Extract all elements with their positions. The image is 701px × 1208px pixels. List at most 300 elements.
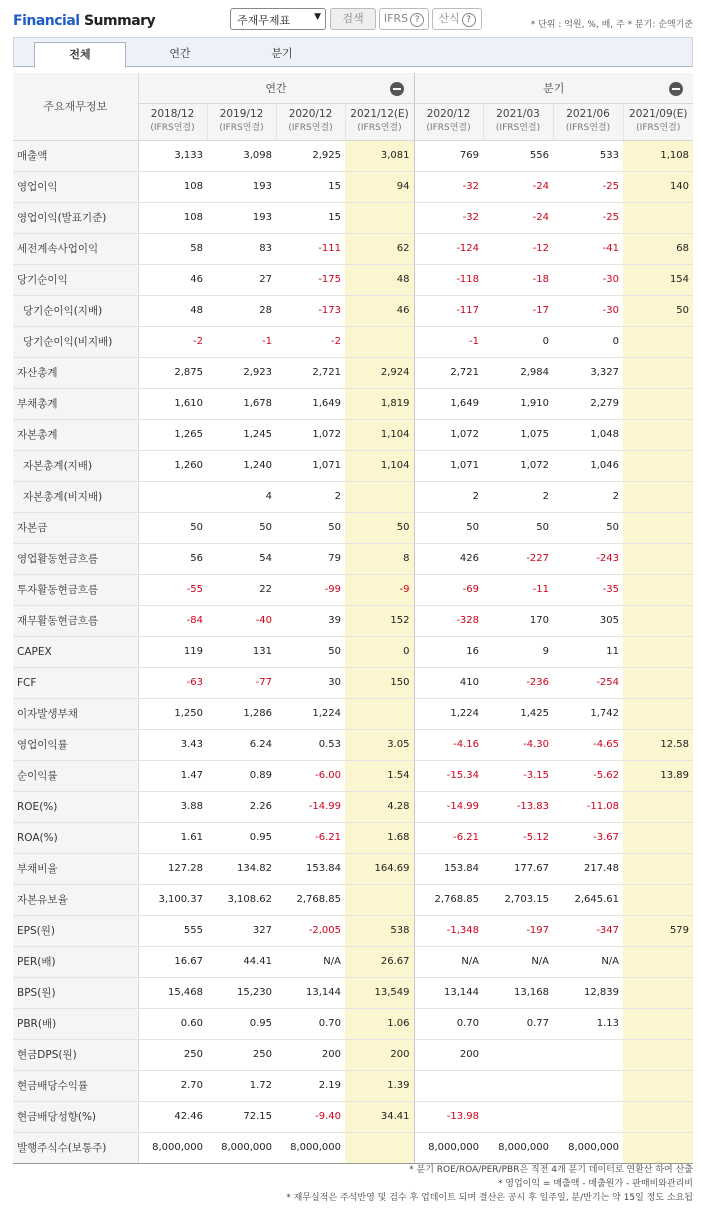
table-cell: 1,910 <box>483 388 553 419</box>
group-quarter-header <box>414 73 693 103</box>
table-cell: 108 <box>138 171 207 202</box>
row-label: 현금DPS(원) <box>13 1039 138 1070</box>
table-cell: 3,133 <box>138 140 207 171</box>
row-label: 부채총계 <box>13 388 138 419</box>
table-cell: 193 <box>207 171 276 202</box>
table-row <box>13 1101 693 1132</box>
ifrs-help-button[interactable] <box>379 8 429 30</box>
column-basis: (IFRS연결) <box>636 123 681 133</box>
table-cell: -243 <box>553 543 623 574</box>
table-cell: -25 <box>553 202 623 233</box>
table-cell: 1,072 <box>483 450 553 481</box>
table-cell: -30 <box>553 295 623 326</box>
table-cell <box>345 884 414 915</box>
table-cell <box>553 1039 623 1070</box>
table-cell: 13,144 <box>276 977 345 1008</box>
table-cell: 13,549 <box>345 977 414 1008</box>
formula-label: 산식 <box>438 12 460 25</box>
table-cell: -2 <box>276 326 345 357</box>
row-label: PBR(배) <box>13 1008 138 1039</box>
table-cell: 8 <box>345 543 414 574</box>
search-button[interactable]: 검색 <box>330 8 376 30</box>
row-label: 영업활동현금흐름 <box>13 543 138 574</box>
table-row <box>13 543 693 574</box>
table-cell: 2 <box>483 481 553 512</box>
table-cell <box>623 791 693 822</box>
table-cell: 2.70 <box>138 1070 207 1101</box>
table-cell: 0.53 <box>276 729 345 760</box>
column-header <box>483 103 553 140</box>
table-cell: 68 <box>623 233 693 264</box>
table-row <box>13 853 693 884</box>
table-cell: 1,649 <box>414 388 483 419</box>
row-label: 투자활동현금흐름 <box>13 574 138 605</box>
column-basis: (IFRS연결) <box>565 123 611 133</box>
table-cell: 170 <box>483 605 553 636</box>
table-cell: 42.46 <box>138 1101 207 1132</box>
table-cell: -15.34 <box>414 760 483 791</box>
chevron-down-icon: ▼ <box>314 12 321 22</box>
table-cell: -24 <box>483 202 553 233</box>
table-cell: -30 <box>553 264 623 295</box>
table-cell: 1,075 <box>483 419 553 450</box>
table-row <box>13 791 693 822</box>
table-cell: 22 <box>207 574 276 605</box>
table-cell: 0 <box>483 326 553 357</box>
ifrs-label: IFRS <box>383 12 409 25</box>
row-label: 당기순이익(비지배) <box>13 326 138 357</box>
table-cell: -12 <box>483 233 553 264</box>
column-header <box>207 103 276 140</box>
column-period: 2021/12(E) <box>350 108 409 120</box>
table-cell <box>483 1070 553 1101</box>
table-row <box>13 977 693 1008</box>
table-cell: 1,265 <box>138 419 207 450</box>
table-cell <box>623 853 693 884</box>
table-cell: 2,875 <box>138 357 207 388</box>
table-row <box>13 946 693 977</box>
row-label: 자본총계(비지배) <box>13 481 138 512</box>
table-cell: 1,224 <box>414 698 483 729</box>
collapse-annual-icon[interactable] <box>390 82 404 96</box>
table-cell: 1.72 <box>207 1070 276 1101</box>
column-header <box>623 103 693 140</box>
table-cell <box>623 884 693 915</box>
row-label: 영업이익(발표기준) <box>13 202 138 233</box>
table-cell <box>623 202 693 233</box>
row-label: 자본금 <box>13 512 138 543</box>
table-cell: 0.95 <box>207 1008 276 1039</box>
column-basis: (IFRS연결) <box>219 123 264 133</box>
row-label: PER(배) <box>13 946 138 977</box>
footnote: * 영업이익 = 매출액 - 매출원가 - 판매비와관리비 <box>497 1179 693 1189</box>
table-cell: 48 <box>345 264 414 295</box>
table-cell: 15 <box>276 171 345 202</box>
table-cell: 200 <box>276 1039 345 1070</box>
table-row <box>13 760 693 791</box>
table-row <box>13 326 693 357</box>
row-label: 자본총계 <box>13 419 138 450</box>
table-cell: 13,168 <box>483 977 553 1008</box>
table-cell: 1.13 <box>553 1008 623 1039</box>
table-cell: -124 <box>414 233 483 264</box>
table-cell: 200 <box>345 1039 414 1070</box>
tab-annual[interactable]: 연간 <box>169 47 191 60</box>
table-cell <box>345 698 414 729</box>
table-cell: 1,678 <box>207 388 276 419</box>
table-cell: N/A <box>276 946 345 977</box>
column-header <box>553 103 623 140</box>
table-cell: 50 <box>623 295 693 326</box>
column-period: 2021/09(E) <box>629 108 688 120</box>
table-row <box>13 233 693 264</box>
table-cell: 30 <box>276 667 345 698</box>
table-cell: 1,071 <box>414 450 483 481</box>
row-label: 재무활동현금흐름 <box>13 605 138 636</box>
table-cell: 2,925 <box>276 140 345 171</box>
table-cell <box>623 1101 693 1132</box>
table-cell: 1,072 <box>276 419 345 450</box>
table-cell: 217.48 <box>553 853 623 884</box>
table-row <box>13 264 693 295</box>
table-cell <box>623 946 693 977</box>
table-cell: -347 <box>553 915 623 946</box>
table-cell: 1.61 <box>138 822 207 853</box>
table-cell: 15,468 <box>138 977 207 1008</box>
table-cell: -35 <box>553 574 623 605</box>
table-cell: -11.08 <box>553 791 623 822</box>
table-cell <box>623 667 693 698</box>
table-cell: 1,649 <box>276 388 345 419</box>
table-cell: 2,279 <box>553 388 623 419</box>
table-cell: 1,425 <box>483 698 553 729</box>
table-cell <box>623 1070 693 1101</box>
table-cell: 153.84 <box>276 853 345 884</box>
row-label: 현금배당성향(%) <box>13 1101 138 1132</box>
table-cell: 579 <box>623 915 693 946</box>
group-annual-header <box>138 73 414 103</box>
table-cell: -9.40 <box>276 1101 345 1132</box>
table-cell: 1.39 <box>345 1070 414 1101</box>
formula-help-button[interactable] <box>432 8 482 30</box>
row-label: 자본총계(지배) <box>13 450 138 481</box>
table-cell <box>623 419 693 450</box>
table-row <box>13 1132 693 1163</box>
table-cell: 2,721 <box>414 357 483 388</box>
help-icon: ? <box>462 13 476 27</box>
table-cell: 0.77 <box>483 1008 553 1039</box>
table-cell: 1,240 <box>207 450 276 481</box>
table-row <box>13 202 693 233</box>
table-cell: 39 <box>276 605 345 636</box>
table-row <box>13 388 693 419</box>
table-row <box>13 450 693 481</box>
tab-bar <box>13 37 693 67</box>
column-header <box>138 103 207 140</box>
table-cell <box>623 698 693 729</box>
table-cell: 8,000,000 <box>414 1132 483 1163</box>
table-cell <box>345 326 414 357</box>
table-cell: 11 <box>553 636 623 667</box>
row-label: ROA(%) <box>13 822 138 853</box>
table-cell: 16 <box>414 636 483 667</box>
table-cell: 1,742 <box>553 698 623 729</box>
select-value: 주재무제표 <box>237 14 291 27</box>
table-cell: -2,005 <box>276 915 345 946</box>
table-cell: 3,327 <box>553 357 623 388</box>
table-cell: 1,819 <box>345 388 414 419</box>
table-cell: 1,104 <box>345 450 414 481</box>
footnotes <box>286 1163 693 1205</box>
table-cell <box>623 1039 693 1070</box>
table-cell: 1,286 <box>207 698 276 729</box>
table-cell: 1,072 <box>414 419 483 450</box>
table-cell: 2,721 <box>276 357 345 388</box>
table-cell: 8,000,000 <box>276 1132 345 1163</box>
table-cell: -328 <box>414 605 483 636</box>
table-cell <box>138 481 207 512</box>
table-cell <box>623 512 693 543</box>
row-label: 이자발생부채 <box>13 698 138 729</box>
table-cell: 50 <box>276 512 345 543</box>
table-cell: 1,108 <box>623 140 693 171</box>
table-cell: 62 <box>345 233 414 264</box>
table-cell: 8,000,000 <box>138 1132 207 1163</box>
statement-type-select[interactable] <box>230 8 326 30</box>
table-cell: 13,144 <box>414 977 483 1008</box>
table-cell: 410 <box>414 667 483 698</box>
table-cell: -9 <box>345 574 414 605</box>
table-cell <box>553 1101 623 1132</box>
row-label: 당기순이익 <box>13 264 138 295</box>
row-label: 순이익률 <box>13 760 138 791</box>
column-basis: (IFRS연결) <box>357 123 402 133</box>
table-cell: -4.16 <box>414 729 483 760</box>
table-cell: -25 <box>553 171 623 202</box>
footnote: * 분기 ROE/ROA/PER/PBR은 직전 4개 분기 데이터로 연환산 하여 산출 <box>409 1165 693 1175</box>
financial-summary-table <box>13 73 693 1164</box>
table-cell: 2,703.15 <box>483 884 553 915</box>
table-cell: 164.69 <box>345 853 414 884</box>
table-cell: -1 <box>207 326 276 357</box>
group-quarter-label: 분기 <box>543 81 565 95</box>
table-cell: 1,260 <box>138 450 207 481</box>
row-label: 세전계속사업이익 <box>13 233 138 264</box>
table-cell: 2,924 <box>345 357 414 388</box>
row-label: BPS(원) <box>13 977 138 1008</box>
table-cell: -18 <box>483 264 553 295</box>
table-cell: 54 <box>207 543 276 574</box>
collapse-quarter-icon[interactable] <box>669 82 683 96</box>
column-period: 2021/03 <box>496 108 540 120</box>
table-cell: 2,923 <box>207 357 276 388</box>
table-cell: 127.28 <box>138 853 207 884</box>
table-cell: -32 <box>414 171 483 202</box>
table-cell: 58 <box>138 233 207 264</box>
column-header <box>345 103 414 140</box>
table-cell: 16.67 <box>138 946 207 977</box>
table-cell: 1,250 <box>138 698 207 729</box>
table-cell: 50 <box>276 636 345 667</box>
table-cell <box>553 1070 623 1101</box>
table-cell: -6.21 <box>414 822 483 853</box>
table-cell: 0.95 <box>207 822 276 853</box>
column-period: 2021/06 <box>566 108 610 120</box>
table-cell: 177.67 <box>483 853 553 884</box>
table-cell: -32 <box>414 202 483 233</box>
table-cell: 12.58 <box>623 729 693 760</box>
table-cell: -4.65 <box>553 729 623 760</box>
row-label: ROE(%) <box>13 791 138 822</box>
table-cell: 0.60 <box>138 1008 207 1039</box>
table-cell: 2 <box>276 481 345 512</box>
table-cell: 2,645.61 <box>553 884 623 915</box>
table-cell: 44.41 <box>207 946 276 977</box>
table-row <box>13 729 693 760</box>
row-label: 발행주식수(보통주) <box>13 1132 138 1163</box>
table-cell: 3,081 <box>345 140 414 171</box>
table-cell: -118 <box>414 264 483 295</box>
table-cell: 3.88 <box>138 791 207 822</box>
table-cell: 72.15 <box>207 1101 276 1132</box>
table-cell: 8,000,000 <box>207 1132 276 1163</box>
table-cell: 0 <box>553 326 623 357</box>
table-cell: 250 <box>138 1039 207 1070</box>
table-cell: 152 <box>345 605 414 636</box>
column-period: 2020/12 <box>426 108 471 120</box>
row-label: 부채비율 <box>13 853 138 884</box>
table-cell: 556 <box>483 140 553 171</box>
table-cell: 46 <box>345 295 414 326</box>
table-cell: 34.41 <box>345 1101 414 1132</box>
table-cell: -227 <box>483 543 553 574</box>
table-cell: 250 <box>207 1039 276 1070</box>
table-cell: 0.70 <box>414 1008 483 1039</box>
table-cell <box>623 636 693 667</box>
table-cell <box>623 543 693 574</box>
table-cell: -40 <box>207 605 276 636</box>
table-cell: -6.21 <box>276 822 345 853</box>
tab-quarterly[interactable]: 분기 <box>271 47 293 60</box>
table-cell: 1.06 <box>345 1008 414 1039</box>
table-cell: 3,100.37 <box>138 884 207 915</box>
row-label: 자산총계 <box>13 357 138 388</box>
table-cell: 28 <box>207 295 276 326</box>
table-cell: 0.89 <box>207 760 276 791</box>
table-cell: 26.67 <box>345 946 414 977</box>
table-cell: -236 <box>483 667 553 698</box>
column-basis: (IFRS연결) <box>288 123 333 133</box>
table-cell: 48 <box>138 295 207 326</box>
table-cell: 50 <box>345 512 414 543</box>
table-cell: -197 <box>483 915 553 946</box>
table-cell: 46 <box>138 264 207 295</box>
table-cell: -254 <box>553 667 623 698</box>
table-cell <box>483 1039 553 1070</box>
table-cell <box>345 1132 414 1163</box>
corner-label: 주요재무정보 <box>13 73 138 140</box>
table-row <box>13 915 693 946</box>
table-cell <box>345 202 414 233</box>
row-label: 영업이익 <box>13 171 138 202</box>
table-row <box>13 171 693 202</box>
table-cell: 1,610 <box>138 388 207 419</box>
table-cell: N/A <box>553 946 623 977</box>
table-cell <box>483 1101 553 1132</box>
table-cell: -117 <box>414 295 483 326</box>
table-cell: 140 <box>623 171 693 202</box>
table-cell: 119 <box>138 636 207 667</box>
table-cell: 2,984 <box>483 357 553 388</box>
table-cell: 0 <box>345 636 414 667</box>
table-cell: 79 <box>276 543 345 574</box>
table-cell: 1,104 <box>345 419 414 450</box>
table-cell: 27 <box>207 264 276 295</box>
table-cell <box>623 388 693 419</box>
table-cell: 193 <box>207 202 276 233</box>
table-cell <box>623 326 693 357</box>
page-title <box>13 13 155 29</box>
table-cell: -77 <box>207 667 276 698</box>
table-row <box>13 884 693 915</box>
table-cell: -5.12 <box>483 822 553 853</box>
table-cell: -6.00 <box>276 760 345 791</box>
table-cell: 1,048 <box>553 419 623 450</box>
table-cell: 2.19 <box>276 1070 345 1101</box>
table-cell: 1,245 <box>207 419 276 450</box>
table-cell: -24 <box>483 171 553 202</box>
table-cell: -173 <box>276 295 345 326</box>
table-cell: -63 <box>138 667 207 698</box>
table-cell: -41 <box>553 233 623 264</box>
table-cell <box>623 481 693 512</box>
table-cell: 2 <box>553 481 623 512</box>
table-cell: 327 <box>207 915 276 946</box>
table-row <box>13 419 693 450</box>
column-basis: (IFRS연결) <box>426 123 471 133</box>
table-cell: N/A <box>414 946 483 977</box>
table-cell: -4.30 <box>483 729 553 760</box>
table-cell: 94 <box>345 171 414 202</box>
table-cell <box>623 605 693 636</box>
table-cell: 3.43 <box>138 729 207 760</box>
tab-all[interactable]: 전체 <box>34 42 126 68</box>
row-label: 영업이익률 <box>13 729 138 760</box>
row-label: 당기순이익(지배) <box>13 295 138 326</box>
table-cell: 8,000,000 <box>483 1132 553 1163</box>
table-cell: -17 <box>483 295 553 326</box>
table-cell <box>623 1132 693 1163</box>
table-cell: 1,224 <box>276 698 345 729</box>
table-row <box>13 481 693 512</box>
column-basis: (IFRS연결) <box>150 123 195 133</box>
table-row <box>13 698 693 729</box>
row-label: FCF <box>13 667 138 698</box>
table-cell: 769 <box>414 140 483 171</box>
table-cell: 131 <box>207 636 276 667</box>
table-cell: 8,000,000 <box>553 1132 623 1163</box>
table-cell: -1,348 <box>414 915 483 946</box>
table-cell: 6.24 <box>207 729 276 760</box>
table-cell: 12,839 <box>553 977 623 1008</box>
table-cell: 426 <box>414 543 483 574</box>
table-cell <box>345 481 414 512</box>
table-cell <box>623 822 693 853</box>
column-period: 2020/12 <box>288 108 333 120</box>
table-row <box>13 605 693 636</box>
table-cell: 1,046 <box>553 450 623 481</box>
table-cell: 153.84 <box>414 853 483 884</box>
